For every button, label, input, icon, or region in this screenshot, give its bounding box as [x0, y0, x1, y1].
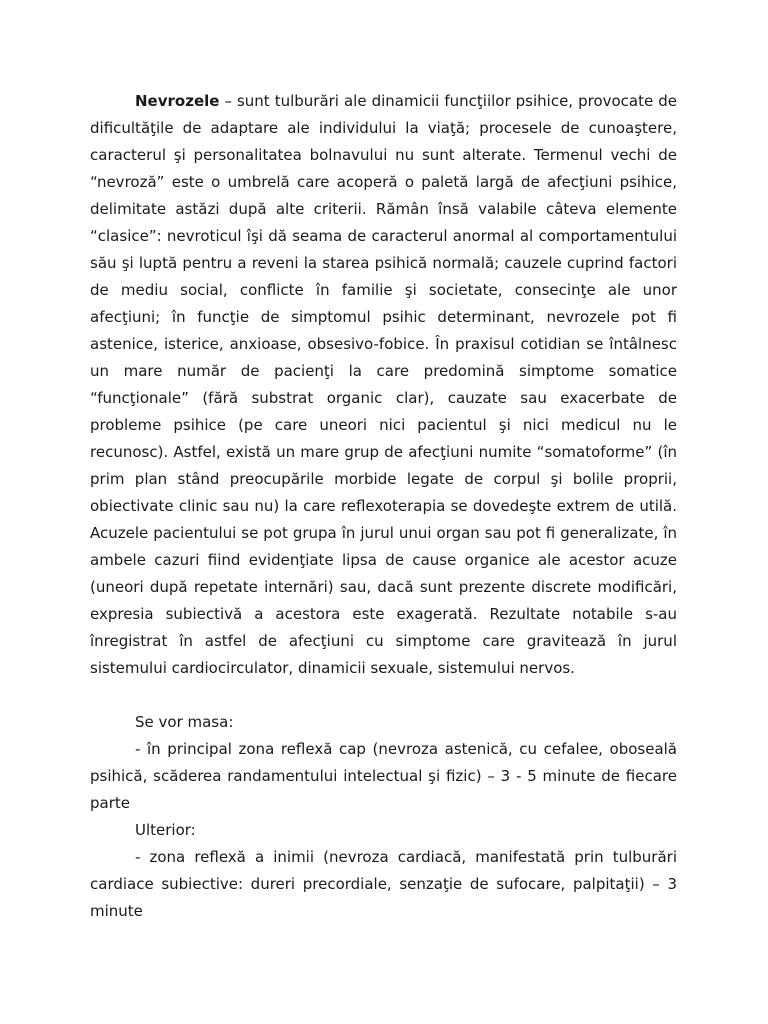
intro-text: – sunt tulburări ale dinamicii funcţiilor psihice, provocate de dificultăţile de adaptare ale individului la viaţă; procesele de cunoaştere, caracterul şi personalitatea bolnavului nu sunt alterate. Termenul vechi de “nevroză” este o umbrelă care acoperă o paletă largă de afecţiuni psihice, delimitate astăzi după alte criterii. Rămân însă valabile câteva elemente “clasice”: nevroticul îşi dă seama de caracterul anormal al comportamentului său şi luptă pentru a reveni la starea psihică normală; cauzele cuprind factori de mediu social, conflicte în familie şi societate, consecinţe ale unor afecţiuni; în funcţie de simptomul psihic determinant, nevrozele pot fi astenice, isterice, anxioase, obsesivo-fobice. În praxisul cotidian se întâlnesc un mare număr de pacienţi la care predomină simptome somatice “funcţionale” (fără substrat organic clar), cauzate sau exacerbate de probleme psihice (pe care uneori nici pacientul şi nici medicul nu le recunosc). Astfel, există un mare grup de afecţiuni numite “somatoforme” (în prim plan stând preocupările morbide legate de corpul şi bolile proprii, obiectivate clinic sau nu) la care reflexoterapia se dovedeşte extrem de utilă. Acuzele pacientului se pot grupa în jurul unui organ sau pot fi generalizate, în ambele cazuri fiind evidenţiate lipsa de cause organice ale acestor acuze (uneori după repetate internări) sau, dacă sunt prezente discrete modificări, expresia subiectivă a acestora este exagerată. Rezultate notabile s-au înregistrat în astfel de afecţiuni cu simptome care gravitează în jurul sistemului cardiocirculator, dinamicii sexuale, sistemului nervos.	[90, 92, 677, 677]
massage-item-heart-zone: - zona reflexă a inimii (nevroza cardiacă, manifestată prin tulburări cardiace subiective: dureri precordiale, senzaţie de sufocare, palpitaţii) – 3 minute	[90, 848, 677, 920]
document-body	[90, 88, 677, 925]
massage-heading: Se vor masa:	[135, 713, 234, 731]
paragraph-spacer	[90, 682, 677, 709]
intro-term: Nevrozele	[135, 92, 220, 110]
later-heading: Ulterior:	[135, 821, 196, 839]
massage-item-head-zone: - în principal zona reflexă cap (nevroza astenică, cu cefalee, oboseală psihică, scăderea randamentului intelectual şi fizic) – 3 - 5 minute de fiecare parte	[90, 740, 677, 812]
intro-paragraph	[90, 88, 677, 682]
